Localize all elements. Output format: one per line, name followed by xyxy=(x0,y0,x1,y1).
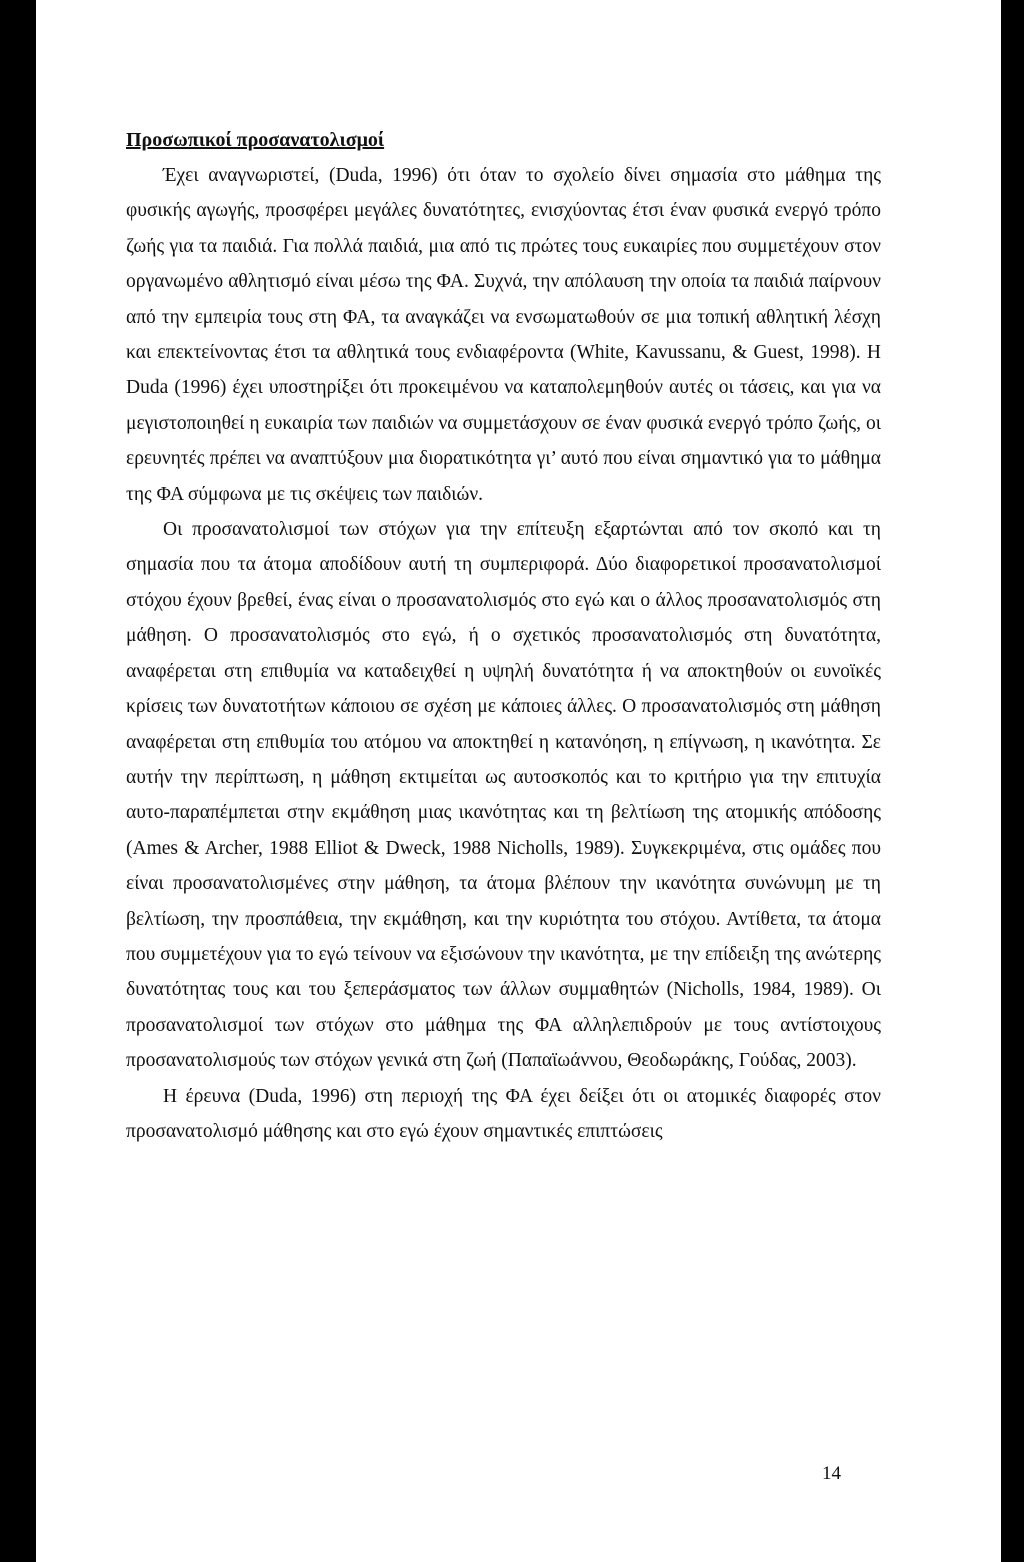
paragraph-3: Η έρευνα (Duda, 1996) στη περιοχή της ΦΑ έχει δείξει ότι οι ατομικές διαφορές στον προσανατολισμό μάθησης και στο εγώ έχουν σημαντικές επιπτώσεις xyxy=(126,1085,881,1142)
section-heading: Προσωπικοί προσανατολισμοί xyxy=(126,129,385,151)
paragraph-2: Οι προσανατολισμοί των στόχων για την επίτευξη εξαρτώνται από τον σκοπό και τη σημασία που τα άτομα αποδίδουν αυτή τη συμπεριφορά. Δύο διαφορετικοί προσανατολισμοί στόχου έχουν βρεθεί, ένας είναι ο προσανατολισμός στο εγώ και ο άλλος προσανατολισμός στη μάθηση. Ο προσανατολισμός στο εγώ, ή ο σχετικός προσανατολισμός στη δυνατότητα, αναφέρεται στη επιθυμία να καταδειχθεί η υψηλή δυνατότητα ή να αποκτηθούν οι ευνοϊκές κρίσεις των δυνατοτήτων κάποιου σε σχέση με κάποιες άλλες. Ο προσανατολισμός στη μάθηση αναφέρεται στη επιθυμία του ατόμου να αποκτηθεί η κατανόηση, η επίγνωση, η ικανότητα. Σε αυτήν την περίπτωση, η μάθηση εκτιμείται ως αυτοσκοπός και το κριτήριο για την επιτυχία αυτο-παραπέμπεται στην εκμάθηση μιας ικανότητας και τη βελτίωση της ατομικής απόδοσης (Ames & Archer, 1988 Elliot & Dweck, 1988 Nicholls, 1989). Συγκεκριμένα, στις ομάδες που είναι προσανατολισμένες στην μάθηση, τα άτομα βλέπουν την ικανότητα συνώνυμη με τη βελτίωση, την προσπάθεια, την εκμάθηση, και την κυριότητα του στόχου. Αντίθετα, τα άτομα που συμμετέχουν για το εγώ τείνουν να εξισώνουν την ικανότητα, με την επίδειξη της ανώτερης δυνατότητας τους και του ξεπεράσματος των άλλων συμμαθητών (Nicholls, 1984, 1989). Οι προσανατολισμοί των στόχων στο μάθημα της ΦΑ αλληλεπιδρούν με τους αντίστοιχους προσανατολισμούς των στόχων γενικά στη ζωή (Παπαϊωάννου, Θεοδωράκης, Γούδας, 2003). xyxy=(126,519,881,1072)
page-number: 14 xyxy=(822,1463,841,1484)
document-page xyxy=(36,0,1001,1562)
paragraph-1: Έχει αναγνωριστεί, (Duda, 1996) ότι όταν το σχολείο δίνει σημασία στο μάθημα της φυσικής αγωγής, προσφέρει μεγάλες δυνατότητες, ενισχύοντας έτσι έναν φυσικά ενεργό τρόπο ζωής για τα παιδιά. Για πολλά παιδιά, μια από τις πρώτες τους ευκαιρίες που συμμετέχουν στον οργανωμένο αθλητισμό είναι μέσω της ΦΑ. Συχνά, την απόλαυση την οποία τα παιδιά παίρνουν από την εμπειρία τους στη ΦΑ, τα αναγκάζει να ενσωματωθούν σε μια τοπική αθλητική λέσχη και επεκτείνοντας έτσι τα αθλητικά τους ενδιαφέροντα (White, Kavussanu, & Guest, 1998). Η Duda (1996) έχει υποστηρίξει ότι προκειμένου να καταπολεμηθούν αυτές οι τάσεις, και για να μεγιστοποιηθεί η ευκαιρία των παιδιών να συμμετάσχουν σε έναν φυσικά ενεργό τρόπο ζωής, οι ερευνητές πρέπει να αναπτύξουν μια διορατικότητα γι’ αυτό που είναι σημαντικό για το μάθημα της ΦΑ σύμφωνα με τις σκέψεις των παιδιών. xyxy=(126,165,881,505)
